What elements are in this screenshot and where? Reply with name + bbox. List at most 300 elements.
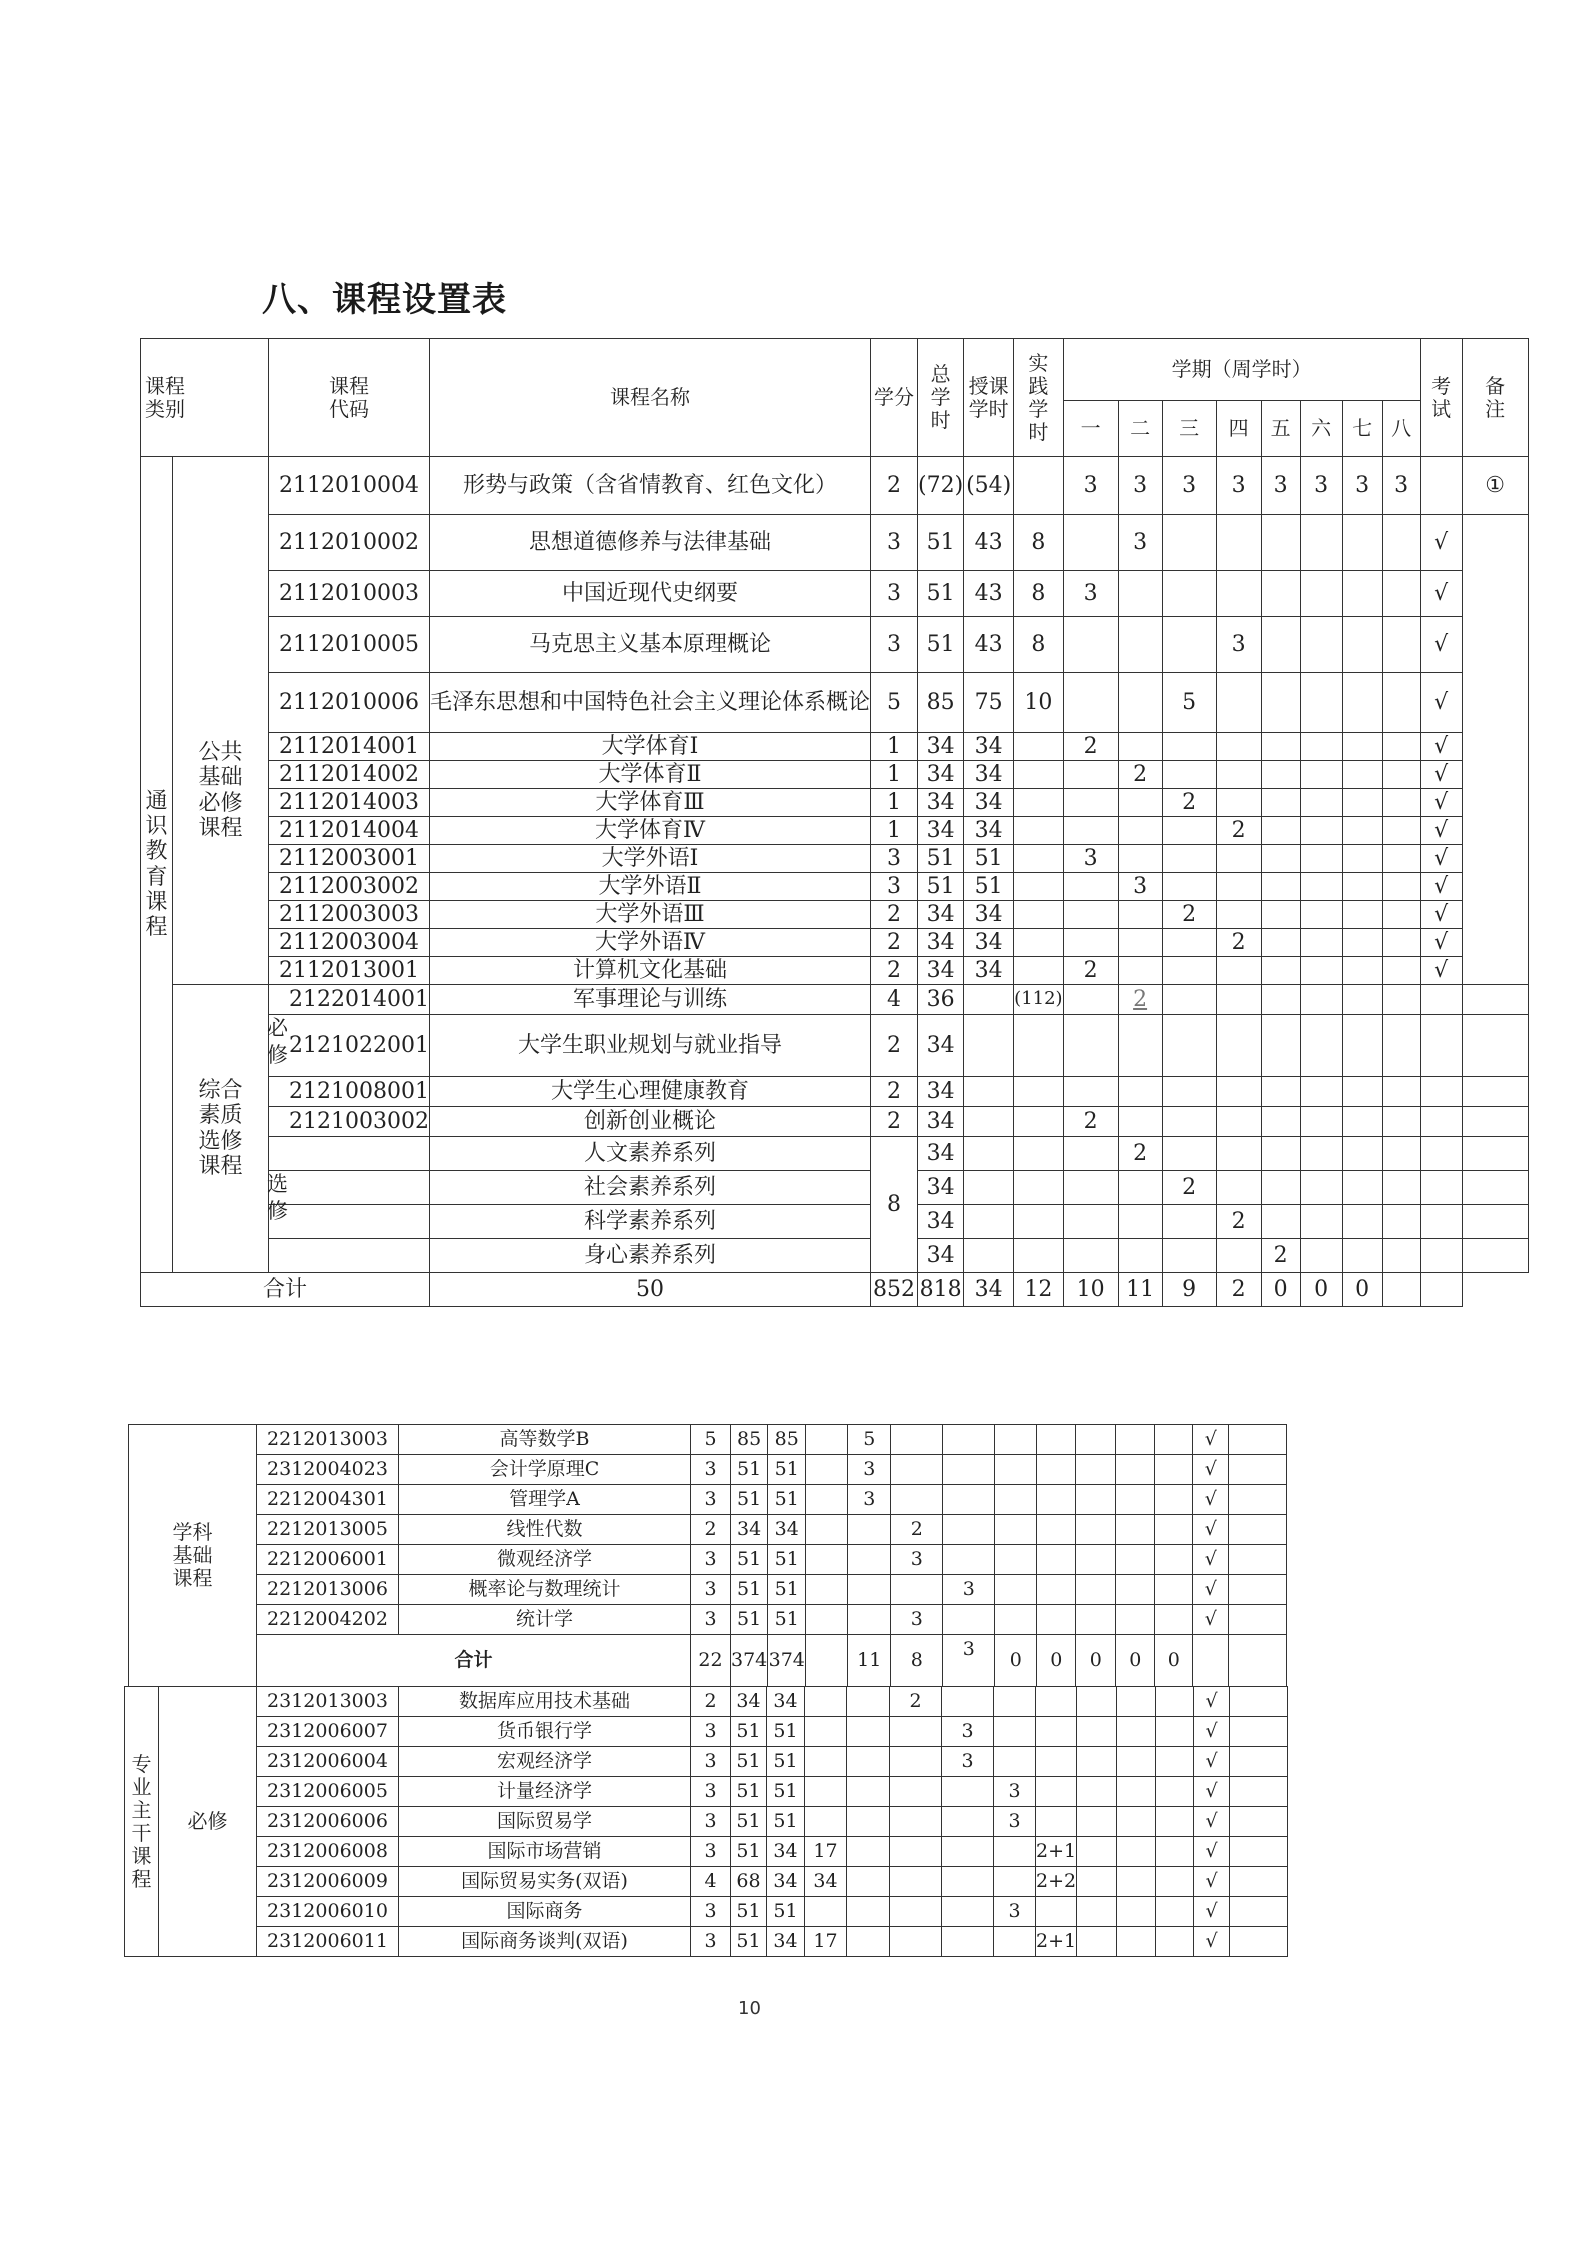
exam-mark: √ <box>1420 761 1462 789</box>
course-name: 身心素养系列 <box>429 1239 870 1273</box>
semester-1-hours <box>1063 985 1118 1015</box>
semester-8-hours <box>1156 1777 1194 1807</box>
course-row <box>141 1107 1529 1137</box>
semester-7-hours <box>1116 1545 1155 1575</box>
header-total-hours: 总 学 时 <box>918 339 964 457</box>
practice-hours <box>1014 457 1063 515</box>
header-semester-3: 三 <box>1162 401 1216 457</box>
exam-mark: √ <box>1420 515 1462 571</box>
total-hours: 51 <box>731 1927 767 1957</box>
lecture-hours <box>964 1015 1014 1077</box>
header-exam: 考 试 <box>1420 339 1462 457</box>
exam-mark <box>1382 1273 1420 1307</box>
credits: 3 <box>691 1485 731 1515</box>
semester-1-hours <box>847 1897 890 1927</box>
remark <box>1462 1077 1528 1107</box>
page-title: 八、课程设置表 <box>262 280 507 320</box>
subcategory-public-required: 公共 基础 必修 课程 <box>173 457 269 985</box>
lecture-hours: 51 <box>768 1605 806 1635</box>
course-code: 2112010005 <box>269 617 430 673</box>
remark <box>1230 1897 1288 1927</box>
remark <box>1230 1927 1288 1957</box>
subcategory-major-required: 必修 <box>159 1687 257 1957</box>
credits: 3 <box>691 1807 731 1837</box>
lecture-hours <box>964 1137 1014 1171</box>
semester-7-hours <box>1342 1137 1382 1171</box>
lecture-hours: 43 <box>964 571 1014 617</box>
semester-3-hours: 2 <box>1162 1171 1216 1205</box>
semester-8-hours <box>1382 817 1420 845</box>
semester-1-hours <box>848 1515 891 1545</box>
course-code: 2112010006 <box>269 673 430 733</box>
semester-8-hours <box>1382 515 1420 571</box>
practice-hours <box>805 1717 847 1747</box>
semester-2-hours: 3 <box>1118 457 1162 515</box>
semester-6-hours <box>1300 1137 1342 1171</box>
semester-8-hours <box>1156 1717 1194 1747</box>
course-code: 2212013006 <box>257 1575 399 1605</box>
course-name: 大学外语Ⅲ <box>429 901 870 929</box>
lecture-hours: 34 <box>964 761 1014 789</box>
semester-7-hours <box>1342 1107 1382 1137</box>
semester-5-hours <box>1261 733 1300 761</box>
semester-3-hours <box>1162 1107 1216 1137</box>
semester-3-hours <box>1162 873 1216 901</box>
course-row <box>141 957 1529 985</box>
exam-mark: √ <box>1194 1867 1230 1897</box>
exam-mark: √ <box>1193 1545 1229 1575</box>
exam-mark: √ <box>1193 1455 1229 1485</box>
semester-6-hours <box>1300 515 1342 571</box>
course-name: 大学生职业规划与就业指导 <box>429 1015 870 1077</box>
semester-6-hours <box>1300 733 1342 761</box>
lecture-hours: 85 <box>768 1425 806 1455</box>
credits: 4 <box>871 985 918 1015</box>
semester-4-hours <box>994 1837 1036 1867</box>
total-hours: 34 <box>918 1205 964 1239</box>
semester-8-hours <box>1382 1239 1420 1273</box>
semester-3-hours <box>943 1545 995 1575</box>
semester-2-hours <box>1118 1239 1162 1273</box>
semester-6-hours <box>1077 1687 1117 1717</box>
credits: 2 <box>691 1687 731 1717</box>
course-name: 创新创业概论 <box>429 1107 870 1137</box>
lecture-hours: 51 <box>768 1485 806 1515</box>
semester-7-hours <box>1342 873 1382 901</box>
semester-4-hours <box>1216 733 1261 761</box>
lecture-hours <box>964 1107 1014 1137</box>
semester-8-hours <box>1382 1077 1420 1107</box>
practice-hours <box>806 1455 848 1485</box>
course-code: 2112014004 <box>269 817 430 845</box>
semester-1-hours <box>1063 1137 1118 1171</box>
semester-3-hours: 2 <box>1162 789 1216 817</box>
practice-hours <box>1014 845 1063 873</box>
exam-mark: √ <box>1420 929 1462 957</box>
semester-1-hours: 3 <box>1063 457 1118 515</box>
credits: 2 <box>871 1015 918 1077</box>
practice-hours <box>1014 733 1063 761</box>
exam-mark: √ <box>1420 901 1462 929</box>
credits: 2 <box>871 1077 918 1107</box>
course-code: 2312006007 <box>257 1717 399 1747</box>
semester-2-hours <box>1118 1077 1162 1107</box>
semester-6-hours <box>1300 571 1342 617</box>
semester-3-hours: 5 <box>1162 673 1216 733</box>
semester-7-hours <box>1342 1239 1382 1273</box>
remark <box>1229 1455 1287 1485</box>
semester-3-hours <box>943 1605 995 1635</box>
exam-mark: √ <box>1420 571 1462 617</box>
semester-7-hours <box>1342 1015 1382 1077</box>
exam-mark <box>1420 1015 1462 1077</box>
lecture-hours: 34 <box>767 1867 805 1897</box>
category-general-education: 通 识 教 育 课 程 <box>141 457 173 1273</box>
subtotal-row <box>129 1635 1287 1687</box>
practice-hours <box>1014 1107 1063 1137</box>
semester-8-hours <box>1382 617 1420 673</box>
header-code: 课程 代码 <box>269 339 430 457</box>
semester-2-hours <box>1118 957 1162 985</box>
credits: 2 <box>871 457 918 515</box>
course-code: 2312006010 <box>257 1897 399 1927</box>
subtotal-semester-2: 8 <box>891 1635 943 1687</box>
semester-4-hours <box>994 1687 1036 1717</box>
semester-1-hours <box>1063 901 1118 929</box>
course-row <box>141 1239 1529 1273</box>
practice-hours <box>1014 789 1063 817</box>
semester-3-hours <box>1162 929 1216 957</box>
semester-4-hours <box>995 1545 1037 1575</box>
semester-6-hours <box>1300 1015 1342 1077</box>
header-name: 课程名称 <box>429 339 870 457</box>
course-name: 数据库应用技术基础 <box>399 1687 691 1717</box>
remark: ① <box>1462 457 1528 515</box>
semester-3-hours <box>1162 845 1216 873</box>
total-hours: 36 <box>918 985 964 1015</box>
semester-5-hours <box>1261 1107 1300 1137</box>
semester-5-hours <box>1261 845 1300 873</box>
semester-4-hours: 2 <box>1216 817 1261 845</box>
semester-1-hours <box>1063 1171 1118 1205</box>
semester-1-hours: 3 <box>1063 845 1118 873</box>
course-name: 科学素养系列 <box>429 1205 870 1239</box>
exam-mark <box>1420 1171 1462 1205</box>
subtotal-semester-4: 9 <box>1162 1273 1216 1307</box>
exam-mark: √ <box>1193 1515 1229 1545</box>
semester-6-hours <box>1300 873 1342 901</box>
total-hours: 34 <box>918 1107 964 1137</box>
subtotal-semester-3: 3 <box>943 1635 995 1687</box>
course-code <box>269 1205 430 1239</box>
semester-8-hours <box>1155 1515 1193 1545</box>
course-row <box>141 673 1529 733</box>
semester-8-hours <box>1382 733 1420 761</box>
course-code: 2312006005 <box>257 1777 399 1807</box>
semester-1-hours <box>1063 617 1118 673</box>
semester-2-hours <box>1118 1205 1162 1239</box>
semester-8-hours <box>1156 1747 1194 1777</box>
semester-5-hours <box>1036 1777 1077 1807</box>
course-row <box>141 817 1529 845</box>
course-code <box>269 1239 430 1273</box>
semester-2-hours <box>890 1927 942 1957</box>
course-name: 社会素养系列 <box>429 1171 870 1205</box>
total-hours: 34 <box>918 789 964 817</box>
subtotal-semester-8: 0 <box>1155 1635 1193 1687</box>
header-lecture-hours: 授课 学时 <box>964 339 1014 457</box>
total-hours: 51 <box>731 1575 768 1605</box>
subtotal-semester-6: 0 <box>1261 1273 1300 1307</box>
course-row <box>125 1807 1288 1837</box>
subtotal-semester-8: 0 <box>1342 1273 1382 1307</box>
semester-6-hours: 3 <box>1300 457 1342 515</box>
header-practice-hours: 实 践 学 时 <box>1014 339 1063 457</box>
semester-8-hours <box>1155 1545 1193 1575</box>
lecture-hours: 51 <box>768 1455 806 1485</box>
semester-5-hours: 2+1 <box>1036 1927 1077 1957</box>
semester-4-hours <box>1216 1077 1261 1107</box>
practice-hours: (112) <box>1014 985 1063 1015</box>
semester-8-hours <box>1382 845 1420 873</box>
course-name: 中国近现代史纲要 <box>429 571 870 617</box>
total-hours: 34 <box>918 1015 964 1077</box>
lecture-hours: 51 <box>767 1807 805 1837</box>
credits: 3 <box>871 515 918 571</box>
exam-mark: √ <box>1420 673 1462 733</box>
lecture-hours: 51 <box>767 1897 805 1927</box>
credits: 3 <box>691 1605 731 1635</box>
practice-hours <box>806 1515 848 1545</box>
semester-2-hours: 2 <box>1118 985 1162 1015</box>
total-hours: 34 <box>918 929 964 957</box>
semester-6-hours <box>1300 617 1342 673</box>
subtotal-practice-hours <box>806 1635 848 1687</box>
semester-8-hours <box>1155 1605 1193 1635</box>
semester-3-hours: 2 <box>1162 901 1216 929</box>
practice-hours: 8 <box>1014 571 1063 617</box>
remark <box>1229 1575 1287 1605</box>
course-name: 大学生心理健康教育 <box>429 1077 870 1107</box>
practice-hours <box>805 1777 847 1807</box>
semester-7-hours <box>1342 571 1382 617</box>
semester-1-hours: 2 <box>1063 957 1118 985</box>
course-code: 2212013003 <box>257 1425 399 1455</box>
semester-1-hours <box>1063 1077 1118 1107</box>
course-code: 2112014001 <box>269 733 430 761</box>
course-name: 大学外语Ⅳ <box>429 929 870 957</box>
subtotal-row <box>141 1273 1529 1307</box>
semester-3-hours <box>1162 817 1216 845</box>
course-name: 思想道德修养与法律基础 <box>429 515 870 571</box>
semester-6-hours <box>1300 1205 1342 1239</box>
semester-2-hours <box>1118 789 1162 817</box>
semester-7-hours <box>1342 673 1382 733</box>
practice-hours <box>805 1897 847 1927</box>
total-hours: 51 <box>731 1485 768 1515</box>
total-hours: 51 <box>731 1897 767 1927</box>
total-hours: 51 <box>731 1777 767 1807</box>
remark <box>1230 1687 1288 1717</box>
remark <box>1462 985 1528 1015</box>
semester-6-hours <box>1076 1455 1116 1485</box>
semester-8-hours <box>1382 1171 1420 1205</box>
semester-7-hours <box>1117 1777 1156 1807</box>
semester-5-hours <box>1037 1545 1076 1575</box>
exam-mark: √ <box>1420 733 1462 761</box>
subtotal-lecture-hours: 818 <box>918 1273 964 1307</box>
course-name: 微观经济学 <box>399 1545 691 1575</box>
semester-4-hours: 2 <box>1216 929 1261 957</box>
remark <box>1462 1137 1528 1171</box>
semester-4-hours <box>994 1867 1036 1897</box>
semester-7-hours <box>1117 1687 1156 1717</box>
semester-1-hours <box>847 1837 890 1867</box>
semester-5-hours <box>1261 617 1300 673</box>
semester-6-hours <box>1300 817 1342 845</box>
total-hours: 34 <box>918 957 964 985</box>
total-hours: 51 <box>918 845 964 873</box>
course-row <box>141 1137 1529 1171</box>
semester-7-hours <box>1116 1575 1155 1605</box>
semester-2-hours <box>1118 673 1162 733</box>
practice-hours <box>806 1425 848 1455</box>
exam-mark: √ <box>1194 1777 1230 1807</box>
semester-8-hours <box>1382 873 1420 901</box>
course-code: 2112003002 <box>269 873 430 901</box>
credits: 2 <box>871 901 918 929</box>
practice-hours <box>806 1545 848 1575</box>
semester-6-hours <box>1300 761 1342 789</box>
semester-2-hours <box>890 1867 942 1897</box>
credits: 2 <box>871 929 918 957</box>
lecture-hours <box>964 1077 1014 1107</box>
course-code: 2112010002 <box>269 515 430 571</box>
semester-5-hours <box>1261 1171 1300 1205</box>
subtotal-semester-7: 0 <box>1300 1273 1342 1307</box>
semester-5-hours <box>1037 1425 1076 1455</box>
lecture-hours: 51 <box>767 1747 805 1777</box>
lecture-hours <box>964 1171 1014 1205</box>
credits: 1 <box>871 733 918 761</box>
semester-3-hours <box>1162 957 1216 985</box>
practice-hours <box>1014 761 1063 789</box>
header-semester-5: 五 <box>1261 401 1300 457</box>
total-hours: 51 <box>731 1837 767 1867</box>
exam-mark: √ <box>1194 1687 1230 1717</box>
practice-hours <box>1014 957 1063 985</box>
semester-8-hours <box>1382 1015 1420 1077</box>
course-row <box>141 761 1529 789</box>
semester-6-hours <box>1300 985 1342 1015</box>
semester-4-hours <box>1216 901 1261 929</box>
semester-3-hours <box>942 1837 994 1867</box>
course-row <box>141 1205 1529 1239</box>
total-hours: 51 <box>731 1717 767 1747</box>
lecture-hours: 34 <box>964 957 1014 985</box>
semester-5-hours <box>1261 515 1300 571</box>
semester-8-hours <box>1155 1425 1193 1455</box>
semester-6-hours <box>1077 1807 1117 1837</box>
total-hours: 34 <box>918 1239 964 1273</box>
semester-7-hours <box>1116 1455 1155 1485</box>
remark <box>1462 1239 1528 1273</box>
required-sublabel: 必 修 <box>267 1016 288 1068</box>
category-major-core: 专 业 主 干 课 程 <box>125 1687 159 1957</box>
course-row <box>129 1425 1287 1455</box>
subtotal-semester-1: 12 <box>1014 1273 1063 1307</box>
course-code-text: 2121003002 <box>289 1108 429 1134</box>
course-row <box>129 1515 1287 1545</box>
semester-3-hours <box>942 1897 994 1927</box>
semester-6-hours <box>1300 929 1342 957</box>
lecture-hours: 34 <box>767 1837 805 1867</box>
course-row <box>141 845 1529 873</box>
semester-1-hours <box>1063 673 1118 733</box>
subtotal-practice-hours: 34 <box>964 1273 1014 1307</box>
header-remarks: 备 注 <box>1462 339 1528 457</box>
total-hours: 34 <box>918 817 964 845</box>
semester-2-hours <box>891 1455 943 1485</box>
semester-3-hours <box>1162 515 1216 571</box>
course-row <box>141 1077 1529 1107</box>
header-semester-6: 六 <box>1300 401 1342 457</box>
semester-7-hours <box>1342 1077 1382 1107</box>
lecture-hours: 34 <box>768 1515 806 1545</box>
exam-mark <box>1420 1137 1462 1171</box>
semester-3-hours <box>943 1485 995 1515</box>
course-name: 形势与政策（含省情教育、红色文化） <box>429 457 870 515</box>
semester-2-hours: 3 <box>1118 873 1162 901</box>
course-name: 计量经济学 <box>399 1777 691 1807</box>
credits: 3 <box>871 845 918 873</box>
semester-5-hours <box>1261 957 1300 985</box>
semester-7-hours <box>1116 1425 1155 1455</box>
lecture-hours: 43 <box>964 515 1014 571</box>
practice-hours <box>806 1575 848 1605</box>
semester-8-hours <box>1382 789 1420 817</box>
total-hours: 51 <box>731 1455 768 1485</box>
course-row <box>125 1867 1288 1897</box>
practice-hours <box>1014 1205 1063 1239</box>
subtotal-semester-3: 11 <box>1118 1273 1162 1307</box>
lecture-hours: 51 <box>768 1575 806 1605</box>
course-name: 货币银行学 <box>399 1717 691 1747</box>
semester-6-hours <box>1300 1077 1342 1107</box>
semester-7-hours <box>1342 617 1382 673</box>
course-row <box>129 1575 1287 1605</box>
semester-4-hours <box>1216 761 1261 789</box>
semester-5-hours <box>1261 817 1300 845</box>
course-name: 毛泽东思想和中国特色社会主义理论体系概论 <box>429 673 870 733</box>
total-hours: 34 <box>918 1137 964 1171</box>
exam-mark <box>1420 1107 1462 1137</box>
semester-4-hours: 3 <box>1216 457 1261 515</box>
semester-4-hours <box>1216 571 1261 617</box>
credits: 5 <box>691 1425 731 1455</box>
course-row <box>125 1837 1288 1867</box>
semester-7-hours <box>1116 1485 1155 1515</box>
course-name: 宏观经济学 <box>399 1747 691 1777</box>
semester-2-hours <box>890 1807 942 1837</box>
semester-7-hours <box>1116 1605 1155 1635</box>
semester-7-hours <box>1342 985 1382 1015</box>
remark <box>1462 1205 1528 1239</box>
semester-3-hours <box>942 1687 994 1717</box>
lecture-hours: 34 <box>964 733 1014 761</box>
practice-hours: 17 <box>805 1927 847 1957</box>
semester-8-hours <box>1382 901 1420 929</box>
